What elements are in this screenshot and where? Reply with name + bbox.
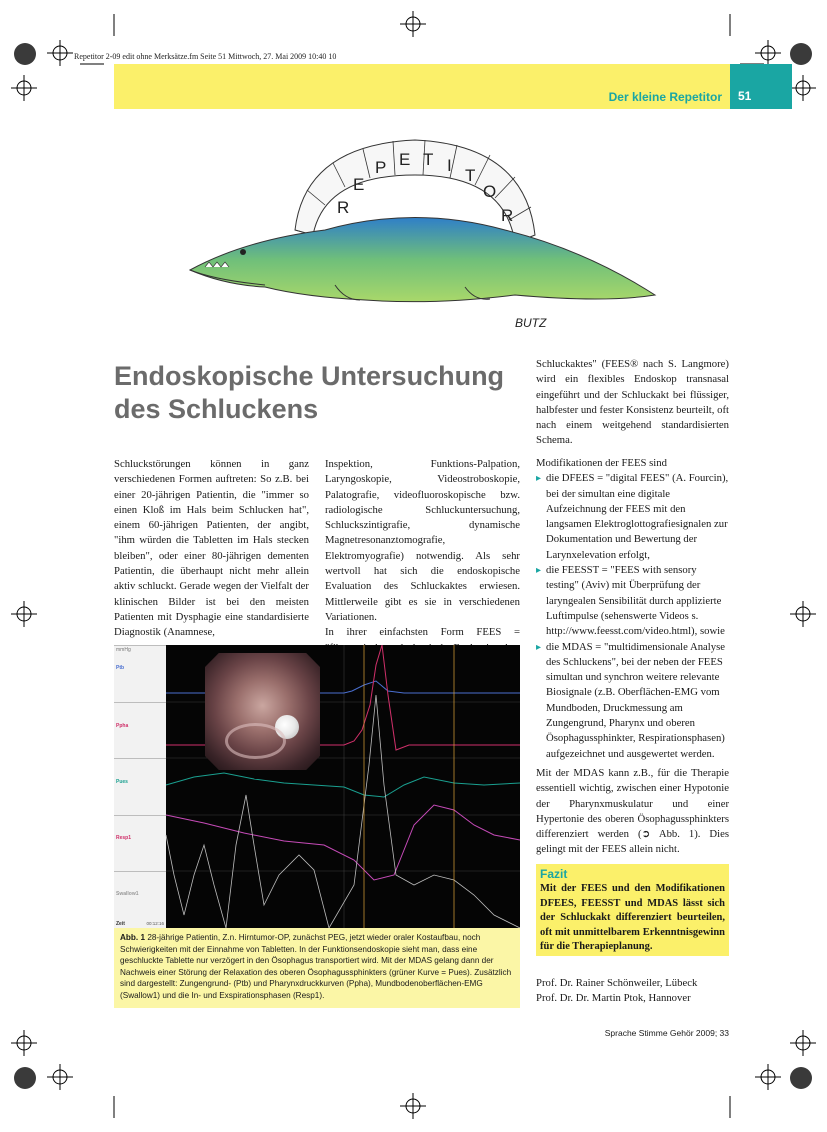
modifications-list — [536, 471, 729, 762]
article-paragraph: In ihrer einfachsten Form FEES = — [325, 626, 520, 639]
author-line: Prof. Dr. Dr. Martin Ptok, Hannover — [536, 992, 691, 1004]
caption-text: 28-jährige Patientin, Z.n. Hirntumor-OP, zunächst PEG, jetzt wieder oraler Kostaufbau, noch Schwierigkeiten mit der Einnahme von Tabletten. In der Funktionsendoskopie sieht man, dass eine geschluckte Tablette nur verzögert in den Ösophagus transportiert wird. Mit der MDAS gelang dann der Nachweis einer Störung der Relaxation des oberen Ösophagussphinkters (grüner Kurve = Pues). Zusätzlich sind dargestellt: Zungengrund- (Ptb) und Pharynxdruckkurven (Ppha), Mundbodenoberflächen-EMG (Swallow1) und die In- und Exspirationsphasen (Resp1). — [120, 933, 512, 1000]
article-column-1 — [114, 457, 309, 641]
running-header-title: Der kleine Repetitor — [608, 90, 722, 104]
unit-label: mmHg — [116, 647, 131, 653]
author-line: Prof. Dr. Rainer Schönweiler, Lübeck — [536, 977, 698, 989]
article-column-3-top — [536, 357, 729, 449]
figure-mdas-recording — [114, 645, 520, 928]
article-column-3-bottom — [536, 766, 729, 858]
article-paragraph: Mit der MDAS kann z.B., für die Therapie essentiell wichtig, zwischen einer Hypotonie der Pharynxmuskulatur und einer Hypertonie des oberen Ösophagussphinkters differenziert werden (➲ Abb. 1). Dies gelingt mit der FEES allein nicht. — [536, 767, 729, 856]
time-readout: 00:12:16 — [146, 921, 164, 926]
journal-citation: Sprache Stimme Gehör 2009; 33 — [604, 1028, 729, 1038]
article-paragraph: Inspektion, Funktions-Palpation, Laryngoskopie, Videostroboskopie, Palatografie, videofluoroskopische bzw. radiologische Schluckuntersuchung, Schluckszintigrafie, dynamische Magnetresonanztomografie, Elektromyografie) notwendig. Als sehr wertvoll hat sich die endoskopische Evaluation des Schluckaktes erwiesen. Mittlerweile gibt es sie in verschiedenen Variationen. — [325, 458, 520, 623]
channel-label-swallow1: Swallow1 — [116, 891, 139, 897]
channel-label-ptb: Ptb — [116, 665, 125, 671]
pharynx-fold — [225, 723, 286, 759]
banner-letter: R — [337, 198, 350, 217]
article-paragraph: Schluckaktes" (FEES® nach S. Langmore) wird ein flexibles Endoskop transnasal eingeführt und der Schluckakt bei flüssiger, halbfester und fester Konsistenz beurteilt, oft nach einem weitgehend standardisierten Schema. — [536, 358, 729, 447]
endoscopy-image — [205, 653, 320, 770]
channel-label-time: Zeit — [116, 921, 125, 927]
article-title: Endoskopische Untersuchung des Schluckens — [114, 361, 505, 424]
list-item: ▸ die FEESST = "FEES with sensory testing" (Aviv) mit Überprüfung der laryngealen Sensibilität durch applizierte Luftimpulse (sehenswerte Videos s. http://www.feesst.com/video.html), sowie — [536, 563, 729, 639]
caption-label: Abb. 1 — [120, 933, 146, 942]
channel-label-pues: Pues — [116, 779, 128, 785]
trace-resp1 — [166, 805, 520, 880]
article-paragraph: Schluckstörungen können in ganz verschiedenen Formen auftreten: So z.B. bei einer 20-jährigen Patientin, die "immer so einen Kloß im Hals beim Schlucken hat", einem 60-jährigen Patienten, der angibt, "ihm würden die Tabletten im Hals stecken bleiben", oder einer 80-jährigen dementen Patientin, die überhaupt nicht mehr allein aktiv schluckt. Gerade wegen der Vielfalt der klinischen Bilder ist bei den meisten Patienten mit Dysphagie eine standardisierte Diagnostik (Anamnese, — [114, 458, 309, 639]
article-column-2 — [325, 457, 520, 656]
fazit-text: Mit der FEES und den Modifikationen DFEES, FEESST und MDAS lässt sich der Schluckakt differenziert beurteilen, oft mit unmittelbarem Erkenntnisgewinn für die Therapieplanung. — [540, 883, 725, 953]
author-list — [536, 976, 729, 1006]
trace-pues — [166, 773, 520, 797]
modifications-intro: Modifikationen der FEES sind — [536, 457, 667, 469]
channel-label-ppha: Ppha — [116, 723, 129, 729]
channel-label-resp1: Resp1 — [116, 835, 132, 841]
fazit-box — [536, 864, 729, 956]
modifications-section — [536, 456, 729, 762]
repetitor-banner-letters: R E P E T I T O R — [337, 150, 514, 225]
print-slug: Repetitor 2-09 edit ohne Merksätze.fm Seite 51 Mittwoch, 27. Mai 2009 10:40 10 — [74, 52, 337, 61]
figure-caption — [114, 928, 520, 1008]
list-item: ▸ die DFEES = "digital FEES" (A. Fourcin), bei der simultan eine digitale Aufzeichnung der FEES mit den langsamen Elektroglottografiesignalen zur Dokumentation und Bewertung der Larynxelevation erfolgt, — [536, 471, 729, 563]
page-number: 51 — [738, 89, 752, 103]
repetitor-crocodile-illustration — [185, 135, 660, 335]
illustrator-signature: BUTZ — [515, 316, 547, 330]
list-item: ▸ die MDAS = "multidimensionale Analyse des Schluckens", bei der neben der FEES simultan und synchron weitere relevante Biosignale (z.B. Oberflächen-EMG vom Mundboden, Druckmessung am Zungengrund, Pharynx und oberen Ösophagussphinkter, Respirationsphasen) aufgezeichnet und ausgewertet werden. — [536, 640, 729, 762]
fazit-title: Fazit — [540, 867, 568, 881]
